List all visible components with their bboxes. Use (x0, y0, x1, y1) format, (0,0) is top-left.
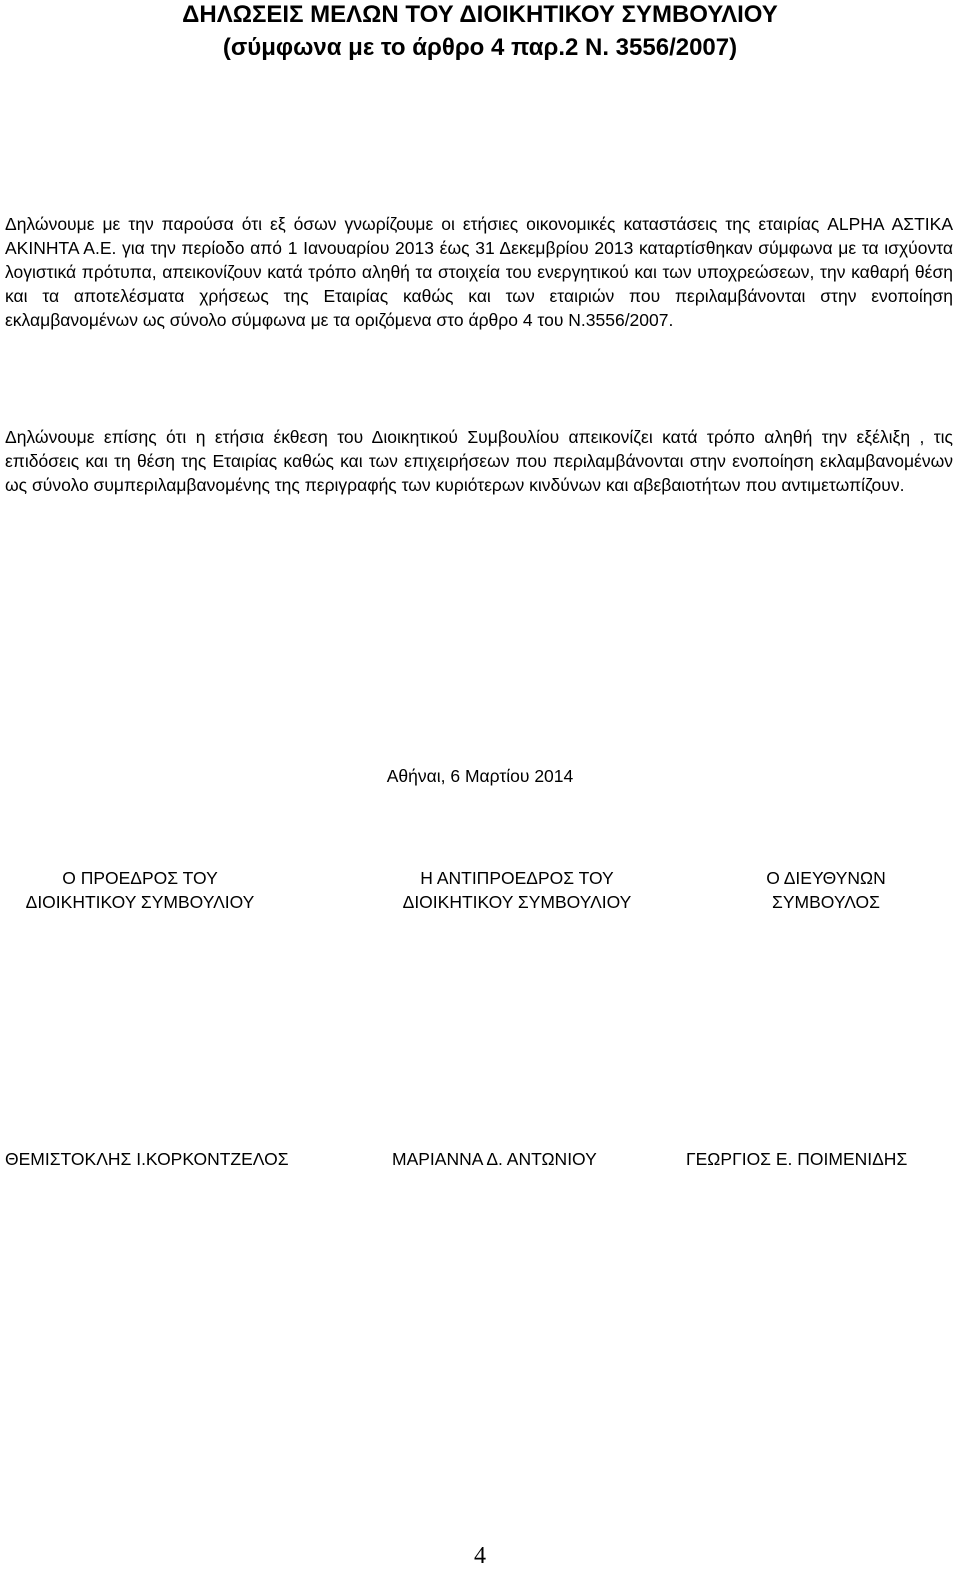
signatory-role-line: Η ΑΝΤΙΠΡΟΕΔΡΟΣ ΤΟΥ (420, 868, 614, 888)
signatory-vice-chairman-role (378, 866, 656, 914)
place-and-date: Αθήναι, 6 Μαρτίου 2014 (386, 766, 574, 786)
declaration-paragraph-annual-report: Δηλώνουμε επίσης ότι η ετήσια έκθεση του Διοικητικού Συμβουλίου απεικονίζει κατά τρόπο αληθή την εξέλιξη , τις επιδόσεις και τη θέση της Εταιρίας καθώς και των επιχειρήσεων που περιλαμβάνονται στην ενοποίηση εκλαμβανομένων ως σύνολο συμπεριλαμβανομένης της περιγραφής των κυριότερων κινδύνων και αβεβαιοτήτων που αντιμετωπίζουν. (5, 427, 953, 495)
signatory-vice-chairman-name: ΜΑΡΙΑΝΝΑ Δ. ΑΝΤΩΝΙΟΥ (392, 1149, 597, 1169)
document-title: ΔΗΛΩΣΕΙΣ ΜΕΛΩΝ ΤΟΥ ΔΙΟΙΚΗΤΙΚΟΥ ΣΥΜΒΟΥΛΙΟΥ (182, 1, 778, 28)
signatory-ceo-role (756, 866, 896, 914)
signatory-role-line: ΔΙΟΙΚΗΤΙΚΟΥ ΣΥΜΒΟΥΛΙΟΥ (402, 892, 632, 912)
signatory-role-line: Ο ΠΡΟΕΔΡΟΣ ΤΟΥ (62, 868, 218, 888)
signatory-chairman-role (5, 866, 275, 914)
signatory-role-line: ΔΙΟΙΚΗΤΙΚΟΥ ΣΥΜΒΟΥΛΙΟΥ (25, 892, 255, 912)
document-subtitle: (σύμφωνα με το άρθρο 4 παρ.2 Ν. 3556/2007) (222, 34, 738, 61)
signatory-role-line: Ο ΔΙΕΥΘΥΝΩΝ (766, 868, 886, 888)
signatory-ceo-name: ΓΕΩΡΓΙΟΣ Ε. ΠΟΙΜΕΝΙΔΗΣ (686, 1149, 908, 1169)
signatory-role-line: ΣΥΜΒΟΥΛΟΣ (772, 892, 880, 912)
page-number: 4 (474, 1543, 486, 1569)
signatory-chairman-name: ΘΕΜΙΣΤΟΚΛΗΣ Ι.ΚΟΡΚΟΝΤΖΕΛΟΣ (5, 1149, 289, 1169)
declaration-paragraph-financial-statements: Δηλώνουμε με την παρούσα ότι εξ όσων γνωρίζουμε οι ετήσιες οικονομικές καταστάσεις της εταιρίας ALPHA ΑΣΤΙΚΑ ΑΚΙΝΗΤΑ Α.Ε. για την περίοδο από 1 Ιανουαρίου 2013 έως 31 Δεκεμβρίου 2013 καταρτίσθηκαν σύμφωνα με τα ισχύοντα λογιστικά πρότυπα, απεικονίζουν κατά τρόπο αληθή τα στοιχεία του ενεργητικού και των υποχρεώσεων, την καθαρή θέση και τα αποτελέσματα χρήσεως της Εταιρίας καθώς και των εταιριών που περιλαμβάνονται στην ενοποίηση εκλαμβανομένων ως σύνολο σύμφωνα με τα οριζόμενα στο άρθρο 4 του Ν.3556/2007. (5, 214, 953, 330)
